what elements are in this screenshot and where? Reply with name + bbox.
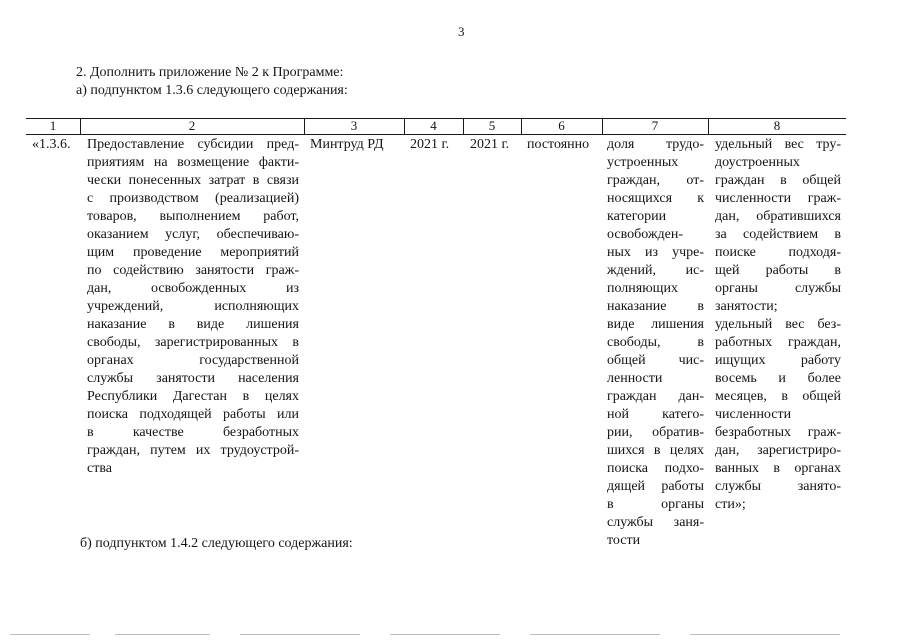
text-line: устроенных bbox=[607, 155, 679, 170]
result-indicator-text bbox=[715, 136, 841, 514]
column-number: 1 bbox=[49, 118, 57, 133]
text-line: наказание в bbox=[607, 299, 704, 314]
text-line: учреждений, исполняющих bbox=[87, 299, 299, 314]
text-line: удельный вес без- bbox=[715, 317, 841, 332]
indicator-text bbox=[607, 136, 704, 550]
text-line: с производством (реализацией) bbox=[87, 191, 299, 206]
column-number: 5 bbox=[488, 118, 496, 133]
text-line: ищущих работу bbox=[715, 353, 841, 368]
text-line: щей работы в bbox=[715, 263, 841, 278]
text-line: численности граж- bbox=[715, 191, 841, 206]
text-line: приятиям на возмещение факти- bbox=[87, 155, 299, 170]
text-line: по содействию занятости граж- bbox=[87, 263, 299, 278]
text-line: сти»; bbox=[715, 497, 746, 512]
text-line: службы занято- bbox=[715, 479, 841, 494]
text-line: граждан, путем их трудоустрой- bbox=[87, 443, 299, 458]
text-line: за содействием в bbox=[715, 227, 841, 242]
text-line: безработных граж- bbox=[715, 425, 841, 440]
text-line: численности bbox=[715, 407, 792, 422]
text-line: граждан дан- bbox=[607, 389, 704, 404]
column-number: 8 bbox=[773, 118, 781, 133]
text-line: виде лишения bbox=[607, 317, 704, 332]
text-line: носящихся к bbox=[607, 191, 704, 206]
text-line: поиска подходящей работы или bbox=[87, 407, 299, 422]
row-code: «1.3.6. bbox=[32, 137, 71, 152]
text-line: службы занятости населения bbox=[87, 371, 299, 386]
text-line: категории bbox=[607, 209, 667, 224]
start-year: 2021 г. bbox=[410, 137, 450, 152]
text-line: ства bbox=[87, 461, 112, 476]
scan-edge-mark bbox=[240, 634, 360, 635]
table-header-rule bbox=[26, 134, 846, 135]
text-line: полняющих bbox=[607, 281, 678, 296]
text-line: месяцев, в общей bbox=[715, 389, 841, 404]
text-line: освобожден- bbox=[607, 227, 684, 242]
text-line: поиске подходя- bbox=[715, 245, 841, 260]
text-line: оказанием услуг, обеспечиваю- bbox=[87, 227, 299, 242]
text-line: поиска подхо- bbox=[607, 461, 704, 476]
measure-description bbox=[87, 136, 299, 478]
text-line: чески понесенных затрат в связи bbox=[87, 173, 299, 188]
text-line: свободы, зарегистрированных в bbox=[87, 335, 299, 350]
text-line: дан, зарегистриро- bbox=[715, 443, 841, 458]
subpoint-b-text: б) подпунктом 1.4.2 следующего содержания: bbox=[80, 536, 353, 551]
executor: Минтруд РД bbox=[310, 137, 384, 152]
end-year: 2021 г. bbox=[470, 137, 510, 152]
text-line: шихся в целях bbox=[607, 443, 704, 458]
text-line: удельный вес тру- bbox=[715, 137, 841, 152]
text-line: граждан, от- bbox=[607, 173, 704, 188]
text-line: ной катего- bbox=[607, 407, 704, 422]
text-line: ванных в органах bbox=[715, 461, 841, 476]
periodicity: постоянно bbox=[527, 137, 590, 152]
text-line: рии, обратив- bbox=[607, 425, 704, 440]
text-line: Предоставление субсидии пред- bbox=[87, 137, 299, 152]
text-line: щим проведение мероприятий bbox=[87, 245, 299, 260]
text-line: восемь и более bbox=[715, 371, 841, 386]
text-line: граждан в общей bbox=[715, 173, 841, 188]
subpoint-a-text: а) подпунктом 1.3.6 следующего содержания: bbox=[76, 83, 348, 98]
text-line: общей чис- bbox=[607, 353, 704, 368]
column-number: 3 bbox=[350, 118, 358, 133]
text-line: органах государственной bbox=[87, 353, 299, 368]
text-line: службы заня- bbox=[607, 515, 704, 530]
text-line: наказание в виде лишения bbox=[87, 317, 299, 332]
text-line: занятости; bbox=[715, 299, 778, 314]
text-line: ждений, ис- bbox=[607, 263, 704, 278]
text-line: дящей работы bbox=[607, 479, 704, 494]
column-number: 7 bbox=[651, 118, 659, 133]
text-line: Республики Дагестан в целях bbox=[87, 389, 299, 404]
text-line: дан, освобожденных из bbox=[87, 281, 299, 296]
text-line: дан, обратившихся bbox=[715, 209, 841, 224]
text-line: в качестве безработных bbox=[87, 425, 299, 440]
scan-edge-mark bbox=[115, 634, 210, 635]
amendment-intro-text: 2. Дополнить приложение № 2 к Программе: bbox=[76, 65, 344, 80]
scan-edge-mark bbox=[690, 634, 840, 635]
page-number: 3 bbox=[458, 24, 465, 39]
scan-edge-mark bbox=[530, 634, 660, 635]
text-line: доля трудо- bbox=[607, 137, 704, 152]
text-line: ленности bbox=[607, 371, 663, 386]
text-line: работных граждан, bbox=[715, 335, 841, 350]
scan-edge-mark bbox=[390, 634, 500, 635]
text-line: товаров, выполнением работ, bbox=[87, 209, 299, 224]
text-line: доустроенных bbox=[715, 155, 800, 170]
text-line: ных из учре- bbox=[607, 245, 704, 260]
text-line: в органы bbox=[607, 497, 704, 512]
text-line: тости bbox=[607, 533, 641, 548]
column-number: 6 bbox=[558, 118, 565, 133]
text-line: свободы, в bbox=[607, 335, 704, 350]
column-number: 2 bbox=[188, 118, 196, 133]
column-number: 4 bbox=[430, 118, 437, 133]
scan-edge-mark bbox=[10, 634, 90, 635]
text-line: органы службы bbox=[715, 281, 841, 296]
